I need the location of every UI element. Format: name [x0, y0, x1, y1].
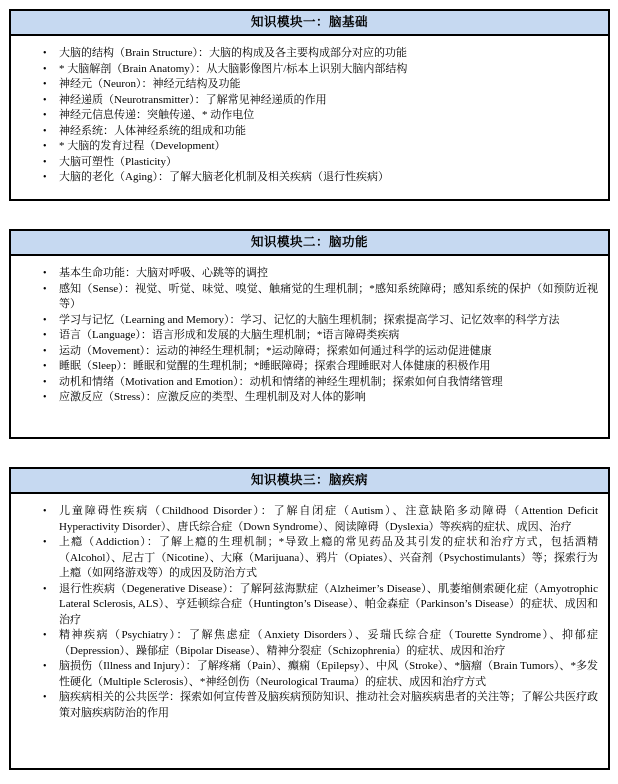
bullet-icon: •	[43, 630, 47, 641]
bullet-icon: •	[43, 79, 47, 90]
bullet-icon: •	[43, 376, 47, 388]
bullet-icon: •	[43, 283, 47, 295]
topic-text: 大脑的老化（Aging）：了解大脑老化机制及相关疾病（退行性疾病）	[59, 171, 389, 183]
bullet-icon: •	[43, 345, 47, 357]
topic-item	[42, 375, 598, 391]
topic-text: 神经递质（Neurotransmitter）：了解常见神经递质的作用	[59, 93, 327, 106]
module-3-title: 知识模块三：脑疾病	[11, 469, 608, 494]
bullet-icon: •	[43, 125, 47, 137]
module-2-body	[11, 256, 608, 437]
module-1-brain-basics-table	[9, 9, 610, 201]
topic-text: 上瘾（Addiction）：了解上瘾的生理机制；*导致上瘾的常见药品及其引发的症状和治疗方式，包括酒精（Alcohol）、尼古丁（Nicotine）、大麻（Marijuana）、鸦片（Opiates）、兴奋剂（Psychostimulants）等；探索行为上瘾（如网络游戏等）的成因及防治方式	[59, 536, 598, 579]
topic-item	[42, 659, 598, 690]
topic-item	[42, 108, 598, 124]
topic-text: 神经系统：人体神经系统的组成和功能	[59, 124, 246, 137]
topic-item	[42, 390, 598, 406]
bullet-icon: •	[43, 314, 47, 326]
bullet-icon: •	[43, 583, 47, 595]
module-3-body	[11, 494, 608, 768]
module-2-topic-list	[11, 266, 598, 406]
bullet-icon: •	[43, 537, 47, 548]
topic-item	[42, 535, 598, 582]
module-1-body	[11, 36, 608, 199]
topic-text: 基本生命功能：大脑对呼吸、心跳等的调控	[59, 267, 268, 279]
topic-item	[42, 690, 598, 721]
module-2-title: 知识模块二：脑功能	[11, 231, 608, 256]
bullet-icon: •	[43, 506, 47, 517]
bullet-icon: •	[43, 63, 47, 75]
topic-item	[42, 266, 598, 282]
topic-item	[42, 155, 598, 171]
bullet-icon: •	[43, 661, 47, 672]
topic-text: * 大脑解剖（Brain Anatomy）：从大脑影像图片/标本上识别大脑内部结构	[59, 62, 408, 75]
module-2-brain-functions-table	[9, 229, 610, 439]
topic-text: 精神疾病（Psychiatry）：了解焦虑症（Anxiety Disorders）、妥瑞氏综合症（Tourette Syndrome）、抑郁症（Depression）、躁郁症（Bipolar Disease）、精神分裂症（Schizophrenia）的症状、成因和治疗	[59, 629, 598, 657]
topic-item	[42, 282, 598, 313]
topic-text: 睡眠（Sleep）：睡眠和觉醒的生理机制；*睡眠障碍；探索合理睡眠对人体健康的积极作用	[59, 360, 491, 372]
topic-text: 语言（Language）：语言形成和发展的大脑生理机制；*语言障碍类疾病	[59, 329, 400, 341]
topic-item	[42, 93, 598, 109]
topic-item	[42, 504, 598, 535]
topic-item	[42, 170, 598, 186]
topic-item	[42, 628, 598, 659]
topic-text: 运动（Movement）：运动的神经生理机制；*运动障碍；探索如何通过科学的运动促进健康	[59, 344, 492, 357]
topic-text: 儿童障碍性疾病（Childhood Disorder）：了解自闭症（Autism）、注意缺陷多动障碍（Attention Deficit Hyperactivity Disorder）、唐氏综合症（Down Syndrome）、阅读障碍（Dyslexia）等疾病的症状、成因、治疗	[59, 505, 598, 533]
topic-item	[42, 359, 598, 375]
topic-item	[42, 344, 598, 360]
topic-item	[42, 313, 598, 329]
topic-text: 大脑的结构（Brain Structure）：大脑的构成及各主要构成部分对应的功能	[59, 47, 408, 59]
topic-item	[42, 328, 598, 344]
bullet-icon: •	[43, 268, 47, 279]
topic-text: 动机和情绪（Motivation and Emotion）：动机和情绪的神经生理机制；探索如何自我情绪管理	[59, 375, 503, 388]
topic-text: 应激反应（Stress）：应激反应的类型、生理机制及对人体的影响	[59, 391, 366, 403]
bullet-icon: •	[43, 692, 47, 703]
topic-text: 退行性疾病（Degenerative Disease）：了解阿兹海默症（Alzheimer’s Disease）、肌萎缩侧索硬化症（Amyotrophic Lateral Sclerosis, ALS）、亨廷顿综合症（Huntington’s Disease）、帕金森症（Parkinson’s Disease）的症状、成因和治疗	[59, 582, 598, 626]
topic-item	[42, 582, 598, 629]
bullet-icon: •	[43, 172, 47, 183]
topic-text: 脑疾病相关的公共医学：探索如何宣传普及脑疾病预防知识、推动社会对脑疾病患者的关注等；了解公共医疗政策对脑疾病防治的作用	[59, 691, 598, 719]
topic-item	[42, 62, 598, 78]
topic-text: 感知（Sense）：视觉、听觉、味觉、嗅觉、触痛觉的生理机制；*感知系统障碍；感知系统的保护（如预防近视等）	[59, 282, 598, 310]
topic-item	[42, 77, 598, 93]
module-1-topic-list	[11, 46, 598, 186]
bullet-icon: •	[43, 156, 47, 168]
bullet-icon: •	[43, 94, 47, 106]
bullet-icon: •	[43, 110, 47, 121]
topic-item	[42, 139, 598, 155]
module-1-title: 知识模块一：脑基础	[11, 11, 608, 36]
topic-item	[42, 124, 598, 140]
topic-text: 脑损伤（Illness and Injury）：了解疼痛（Pain）、癫痫（Epilepsy）、中风（Stroke）、*脑瘤（Brain Tumors）、*多发性硬化（Multiple Sclerosis）、*神经创伤（Neurological Trauma）的症状、成因和治疗方式	[59, 660, 598, 688]
topic-text: 神经元信息传递：突触传递、* 动作电位	[59, 109, 255, 121]
topic-item	[42, 46, 598, 62]
bullet-icon: •	[43, 392, 47, 403]
bullet-icon: •	[43, 361, 47, 372]
module-3-brain-diseases-table	[9, 467, 610, 770]
bullet-icon: •	[43, 48, 47, 59]
topic-text: 神经元（Neuron）：神经元结构及功能	[59, 78, 241, 90]
module-3-topic-list	[11, 504, 598, 721]
topic-text: 大脑可塑性（Plasticity）	[59, 155, 177, 168]
bullet-icon: •	[43, 330, 47, 341]
topic-text: 学习与记忆（Learning and Memory）：学习、记忆的大脑生理机制；探索提高学习、记忆效率的科学方法	[59, 313, 560, 326]
topic-text: * 大脑的发育过程（Development）	[59, 140, 226, 152]
bullet-icon: •	[43, 141, 47, 152]
